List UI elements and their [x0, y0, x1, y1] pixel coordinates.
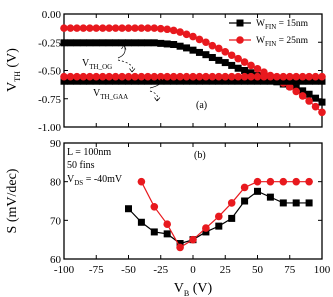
panel-a-series-0-point-38	[306, 91, 313, 98]
legend-entry-2-main: W	[256, 36, 265, 46]
panel-a-series-1-point-18	[176, 28, 184, 36]
legend-entry-2	[229, 36, 309, 48]
panel-a-series-1-point-28	[241, 58, 249, 66]
panel-a-series-1-point-19	[183, 31, 191, 39]
panel-a-series-0-point-3	[80, 39, 87, 46]
legend-entry-2-text	[256, 36, 309, 48]
panel-b-series-1-point-2	[163, 220, 171, 228]
panel-b-x-tick-label-1: -75	[88, 264, 104, 276]
panel-b	[5, 138, 331, 297]
panel-a-series-1-point-26	[228, 51, 236, 59]
legend-entry-1-text	[256, 19, 309, 31]
panel-a-y-tick-label-0: 0.00	[41, 9, 61, 21]
panel-b-series	[125, 178, 313, 251]
panel-a-y-tick-label-3: -0.75	[38, 93, 61, 106]
panel-b-series-1-point-11	[280, 178, 288, 186]
panel-b-x-axis-label-unit: (V)	[189, 281, 213, 296]
note-vds-value: = -40mV	[83, 174, 123, 185]
panel-a-series-0-point-7	[106, 39, 113, 46]
annotation-vth-og-text	[82, 58, 112, 71]
panel-a-series-1-point-24	[215, 45, 223, 53]
panel-b-series-0-point-8	[228, 215, 235, 222]
panel-b-y-tick-label-3: 60	[50, 254, 61, 266]
panel-a-series-1-point-17	[170, 27, 178, 35]
panel-b-label: (b)	[194, 150, 206, 161]
panel-a-y-tick-labels	[38, 9, 61, 134]
panel-a-series-0-point-0	[61, 39, 68, 46]
panel-a-series-0-point-23	[209, 54, 216, 61]
panel-b-x-tick-label-6: 50	[252, 264, 263, 276]
note-vds-main: V	[67, 174, 75, 185]
panel-a-series-0-point-8	[112, 39, 119, 46]
legend-entry-2-value: = 25nm	[276, 36, 308, 46]
panel-a-series-0-point-2	[73, 39, 80, 46]
panel-b-series-0-point-12	[280, 199, 287, 206]
panel-a-series-0-point-24	[215, 57, 222, 64]
annotation-vth-og	[82, 45, 135, 72]
note-vds	[67, 174, 123, 187]
panel-a-y-tick-label-4: -1.00	[38, 122, 61, 134]
panel-b-x-tick-label-4: 0	[190, 264, 196, 276]
panel-a-series-0-point-5	[93, 39, 100, 46]
panel-b-x-tick-label-5: 25	[219, 264, 231, 276]
panel-a-series-0-point-15	[157, 40, 164, 47]
panel-a-series-0-point-12	[138, 39, 145, 46]
panel-b-y-tick-label-0: 90	[50, 138, 61, 150]
annotation-vth-og-sub: TH_OG	[89, 63, 113, 71]
panel-a-series-0-point-1	[67, 39, 74, 46]
panel-a-y-axis-label-main: V	[5, 81, 20, 92]
annotation-vth-og-main: V	[82, 58, 90, 69]
panel-a-series-1-point-22	[202, 38, 210, 46]
panel-b-x-tick-label-0: -100	[53, 264, 75, 276]
panel-a-series-0-point-16	[164, 40, 171, 47]
panel-b-series-1-point-10	[267, 178, 275, 186]
panel-a-label: (a)	[196, 100, 208, 111]
panel-b-y-tick-label-2: 70	[50, 215, 61, 228]
note-fins: 50 fins	[67, 160, 95, 171]
panel-a-series-0-point-10	[125, 39, 132, 46]
panel-a-series-0-point-19	[183, 44, 190, 51]
panel-a-series-0-point-14	[151, 39, 158, 46]
panel-b-series-0-point-7	[215, 223, 222, 230]
panel-a	[5, 9, 326, 134]
legend-entry-1-sub: FIN	[264, 23, 277, 31]
panel-a-series-0-point-11	[131, 39, 138, 46]
note-length: L = 100nm	[67, 147, 112, 158]
panel-a-series-1-point-39	[312, 103, 320, 111]
panel-a-series-0-point-13	[144, 39, 151, 46]
panel-b-series-0-point-9	[241, 198, 248, 205]
panel-a-series-1-point-25	[221, 48, 229, 56]
panel-a-y-tick-label-2: -0.50	[38, 65, 61, 78]
panel-a-series-0-point-40	[319, 99, 326, 106]
annotation-vth-gaa-main: V	[93, 88, 101, 99]
annotation-vth-og-arrow-up	[118, 45, 125, 58]
legend-entry-1	[229, 19, 309, 31]
panel-a-y-axis-label-unit: (V)	[5, 48, 20, 72]
panel-b-series-1-point-0	[138, 178, 146, 186]
panel-a-series-1-point-38	[305, 97, 313, 105]
panel-a-series-0-point-39	[312, 95, 319, 102]
panel-b-series-1-line	[141, 182, 309, 248]
panel-a-y-axis-label-sub: TH	[13, 71, 22, 82]
panel-b-series-1-point-1	[151, 203, 159, 211]
annotation-vth-gaa-text	[93, 88, 128, 101]
note-vds-sub: DS	[74, 179, 84, 187]
panel-a-series-1-point-30	[254, 65, 262, 73]
panel-b-series-1-point-5	[202, 224, 210, 232]
panel-b-series-0-point-1	[138, 219, 145, 226]
panel-b-x-axis-label	[174, 281, 213, 297]
panel-b-series-0-point-3	[164, 230, 171, 237]
panel-b-series-1-point-9	[254, 178, 262, 186]
panel-a-series-0-point-25	[222, 59, 229, 66]
panel-b-x-axis-label-main: V	[173, 281, 184, 296]
panel-b-series-1-point-12	[292, 178, 300, 186]
panel-a-series-0-point-22	[202, 51, 209, 58]
panel-b-y-tick-labels	[50, 138, 62, 266]
panel-b-x-tick-label-7: 75	[284, 264, 296, 276]
panel-b-x-tick-label-2: -50	[121, 264, 136, 276]
panel-b-series-1-point-13	[305, 178, 313, 186]
panel-b-notes	[67, 147, 123, 187]
panel-b-series-0-point-10	[254, 188, 261, 195]
panel-b-series-1-point-8	[241, 184, 249, 192]
panel-a-series-1-point-14	[151, 24, 159, 32]
panel-b-series-1-point-6	[215, 213, 223, 221]
panel-a-series-1-point-29	[247, 62, 255, 70]
panel-a-series-1-point-27	[234, 55, 242, 63]
panel-b-series-1-point-7	[228, 199, 236, 207]
panel-b-series-0-point-0	[125, 205, 132, 212]
panel-a-series-0-point-27	[235, 65, 242, 72]
legend-entry-2-sub: FIN	[264, 40, 277, 48]
panel-b-series-1-point-3	[176, 244, 184, 252]
panel-a-series-0-point-26	[228, 62, 235, 69]
panel-b-y-axis-label: S (mV/dec)	[5, 168, 20, 234]
panel-a-y-axis-label	[5, 48, 22, 92]
panel-a-series-1-point-37	[299, 92, 307, 100]
legend-entry-1-marker	[237, 20, 244, 27]
panel-a-series-0-point-21	[196, 49, 203, 56]
panel-b-y-tick-label-1: 80	[50, 176, 61, 189]
legend-entry-1-value: = 15nm	[276, 19, 308, 29]
panel-b-x-tick-label-3: -25	[153, 264, 169, 276]
annotation-vth-og-arrowhead-down	[130, 69, 136, 73]
panel-a-legend	[229, 19, 309, 48]
panel-a-series-1-point-36	[292, 88, 300, 96]
panel-a-series-0-point-6	[99, 39, 106, 46]
panel-a-series-0-point-18	[177, 43, 184, 50]
panel-a-series-1-point-16	[163, 25, 171, 33]
panel-a-series-0-point-17	[170, 41, 177, 48]
annotation-vth-gaa-sub: TH_GAA	[100, 93, 129, 101]
panel-a-y-tick-label-1: -0.25	[38, 37, 61, 50]
panel-a-series-3-point-40	[318, 73, 326, 81]
panel-b-x-tick-label-8: 100	[313, 264, 331, 276]
panel-b-x-axis-label-sub: B	[183, 289, 190, 297]
panel-b-series-0-point-13	[293, 199, 300, 206]
panel-b-series-0-point-11	[267, 194, 274, 201]
panel-a-series-1-point-40	[318, 109, 326, 117]
legend-entry-2-marker	[236, 36, 244, 44]
annotation-vth-gaa-arrow-down	[150, 91, 158, 101]
panel-a-series-1-point-15	[157, 25, 165, 33]
panel-a-series-0-point-20	[190, 47, 197, 54]
legend-entry-1-main: W	[256, 19, 265, 29]
panel-b-x-tick-labels	[54, 264, 331, 276]
panel-b-series-1-point-4	[189, 236, 197, 244]
panel-b-series-0-point-14	[306, 199, 313, 206]
panel-a-series-0-point-4	[86, 39, 93, 46]
panel-b-series-0-point-2	[151, 228, 158, 235]
